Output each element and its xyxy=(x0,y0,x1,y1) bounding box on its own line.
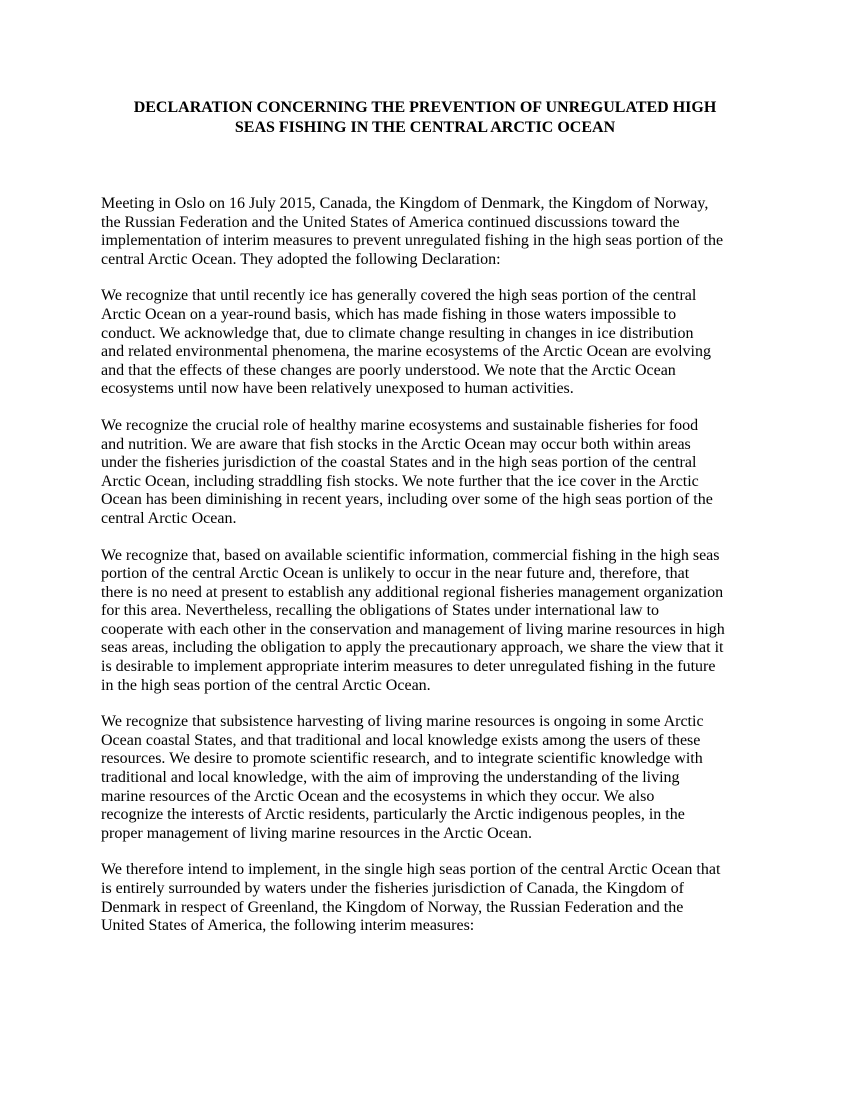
paragraph-line: Denmark in respect of Greenland, the Kingdom of Norway, the Russian Federation and the xyxy=(101,898,684,916)
paragraph-line: conduct. We acknowledge that, due to climate change resulting in changes in ice distribution xyxy=(101,324,694,342)
paragraph-line: under the fisheries jurisdiction of the coastal States and in the high seas portion of the central xyxy=(101,454,697,472)
paragraph-1 xyxy=(101,195,761,269)
paragraph-line: United States of America, the following interim measures: xyxy=(101,917,475,935)
paragraph-line: Meeting in Oslo on 16 July 2015, Canada, the Kingdom of Denmark, the Kingdom of Norway, xyxy=(101,195,709,212)
paragraph-line: recognize the interests of Arctic residents, particularly the Arctic indigenous peoples, in the xyxy=(101,806,685,824)
paragraph-line: seas areas, including the obligation to apply the precautionary approach, we share the view that it xyxy=(101,639,724,657)
paragraph-6 xyxy=(101,861,761,935)
paragraph-line: portion of the central Arctic Ocean is unlikely to occur in the near future and, therefore, that xyxy=(101,565,690,583)
paragraph-line: and related environmental phenomena, the marine ecosystems of the Arctic Ocean are evolving xyxy=(101,343,711,361)
paragraph-3 xyxy=(101,417,761,529)
paragraph-line: proper management of living marine resources in the Arctic Ocean. xyxy=(101,824,532,842)
paragraph-line: We recognize that, based on available scientific information, commercial fishing in the high seas xyxy=(101,546,720,564)
paragraph-line: Arctic Ocean on a year-round basis, which has made fishing in those waters impossible to xyxy=(101,305,677,323)
paragraph-line: ecosystems until now have been relatively unexposed to human activities. xyxy=(101,380,574,398)
paragraph-line: We recognize that subsistence harvesting of living marine resources is ongoing in some Arctic xyxy=(101,713,704,731)
paragraph-line: We recognize that until recently ice has generally covered the high seas portion of the central xyxy=(101,287,697,305)
paragraph-line: there is no need at present to establish any additional regional fisheries management organization xyxy=(101,583,724,601)
title-line: DECLARATION CONCERNING THE PREVENTION OF UNREGULATED HIGH xyxy=(133,99,717,116)
paragraph-4 xyxy=(101,547,761,696)
document-body xyxy=(101,195,761,954)
paragraph-line: is entirely surrounded by waters under the fisheries jurisdiction of Canada, the Kingdom of xyxy=(101,880,684,897)
paragraph-line: implementation of interim measures to prevent unregulated fishing in the high seas portion of the xyxy=(101,232,724,250)
title-line: SEAS FISHING IN THE CENTRAL ARCTIC OCEAN xyxy=(234,119,616,136)
paragraph-line: marine resources of the Arctic Ocean and the ecosystems in which they occur. We also xyxy=(101,787,655,805)
paragraph-line: Arctic Ocean, including straddling fish stocks. We note further that the ice cover in the Arctic xyxy=(101,472,699,490)
paragraph-line: Ocean coastal States, and that traditional and local knowledge exists among the users of these xyxy=(101,731,701,749)
paragraph-line: central Arctic Ocean. xyxy=(101,509,237,527)
paragraph-5 xyxy=(101,713,761,843)
paragraph-line: in the high seas portion of the central Arctic Ocean. xyxy=(101,676,431,694)
document-title xyxy=(100,98,750,138)
paragraph-line: is desirable to implement appropriate interim measures to deter unregulated fishing in the future xyxy=(101,658,716,676)
paragraph-line: Ocean has been diminishing in recent years, including over some of the high seas portion of the xyxy=(101,491,713,509)
paragraph-line: We therefore intend to implement, in the single high seas portion of the central Arctic Ocean that xyxy=(101,861,721,879)
paragraph-line: cooperate with each other in the conservation and management of living marine resources in high xyxy=(101,620,725,638)
paragraph-line: central Arctic Ocean. They adopted the following Declaration: xyxy=(101,250,501,268)
paragraph-line: traditional and local knowledge, with the aim of improving the understanding of the living xyxy=(101,769,680,787)
paragraph-line: the Russian Federation and the United States of America continued discussions toward the xyxy=(101,213,680,231)
paragraph-line: and that the effects of these changes are poorly understood. We note that the Arctic Ocean xyxy=(101,361,676,379)
paragraph-line: and nutrition. We are aware that fish stocks in the Arctic Ocean may occur both within areas xyxy=(101,435,691,453)
paragraph-2 xyxy=(101,287,761,399)
paragraph-line: We recognize the crucial role of healthy marine ecosystems and sustainable fisheries for food xyxy=(101,416,699,434)
paragraph-line: for this area. Nevertheless, recalling the obligations of States under international law to xyxy=(101,602,660,620)
paragraph-line: resources. We desire to promote scientific research, and to integrate scientific knowledge with xyxy=(101,750,703,768)
